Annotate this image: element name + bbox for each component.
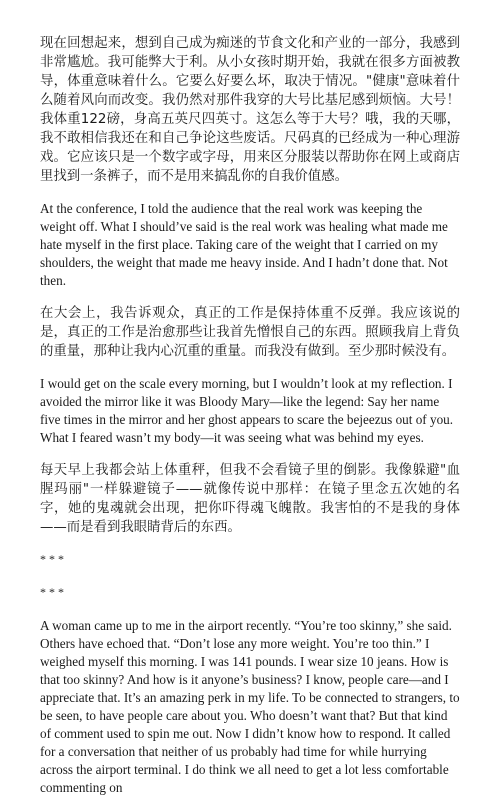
paragraph-en-1: At the conference, I told the audience that the real work was keeping the weight off. What I should’ve said is the real work was healing what made me hate myself in the first place. Taking care of the weight that I carried on my shoulders, the weight that made me heavy inside. And I hadn’t done that. Not then. — [40, 201, 448, 288]
paragraph-zh-2: 在大会上，我告诉观众，真正的工作是保持体重不反弹。我应该说的是，真正的工作是治愈那些让我首先憎恨自己的东西。照顾我肩上背负的重量，那种让我内心沉重的重量。而我没有做到。至少那时候没有。 — [40, 306, 460, 359]
paragraph-en-3: A woman came up to me in the airport recently. “You’re too skinny,” she said. Others have echoed that. “Don’t lose any more weight. You’re too thin.” I weighed myself this morning. I was 141 pounds. I wear size 10 jeans. How is that too skinny? And how is it anyone’s business? I know, people care—and I appreciate that. It’s an amazing perk in my life. To be connected to strangers, to be seen, to have people care about you. Who doesn’t want that? But that kind of comment used to spin me out. Now I didn’t know how to respond. It called for a conversation that neither of us probably had time for while hurrying across the airport terminal. I do think we all need to get a lot less comfortable commenting on — [40, 618, 460, 795]
section-separator: * * * — [40, 552, 64, 566]
section-separator: * * * — [40, 585, 64, 599]
paragraph-zh-3: 每天早上我都会站上体重秤，但我不会看镜子里的倒影。我像躲避"血腥玛丽"一样躲避镜子——就像传说中那样：在镜子里念五次她的名字，她的鬼魂就会出现，把你吓得魂飞魄散。我害怕的不是我的身体——而是看到我眼睛背后的东西。 — [40, 463, 460, 535]
document-page — [40, 34, 460, 811]
paragraph-zh-1: 现在回想起来，想到自己成为痴迷的节食文化和产业的一部分，我感到非常尴尬。我可能弊大于利。从小女孩时期开始，我就在很多方面被教导，体重意味着什么。它要么好要么坏，取决于情况。"健康"意味着什么随着风向而改变。我仍然对那件我穿的大号比基尼感到烦恼。大号！我体重122磅，身高五英尺四英寸。这怎么等于大号？哦，我的天哪，我不敢相信我还在和自己争论这些废话。尺码真的已经成为一种心理游戏。它应该只是一个数字或字母，用来区分服装以帮助你在网上或商店里找到一条裤子，而不是用来搞乱你的自我价值感。 — [40, 36, 460, 184]
paragraph-en-2: I would get on the scale every morning, but I wouldn’t look at my reflection. I avoided the mirror like it was Bloody Mary—like the legend: Say her name five times in the mirror and her ghost appears to scare the bejeezus out of you. What I feared wasn’t my body—it was seeing what was behind my eyes. — [40, 376, 454, 445]
